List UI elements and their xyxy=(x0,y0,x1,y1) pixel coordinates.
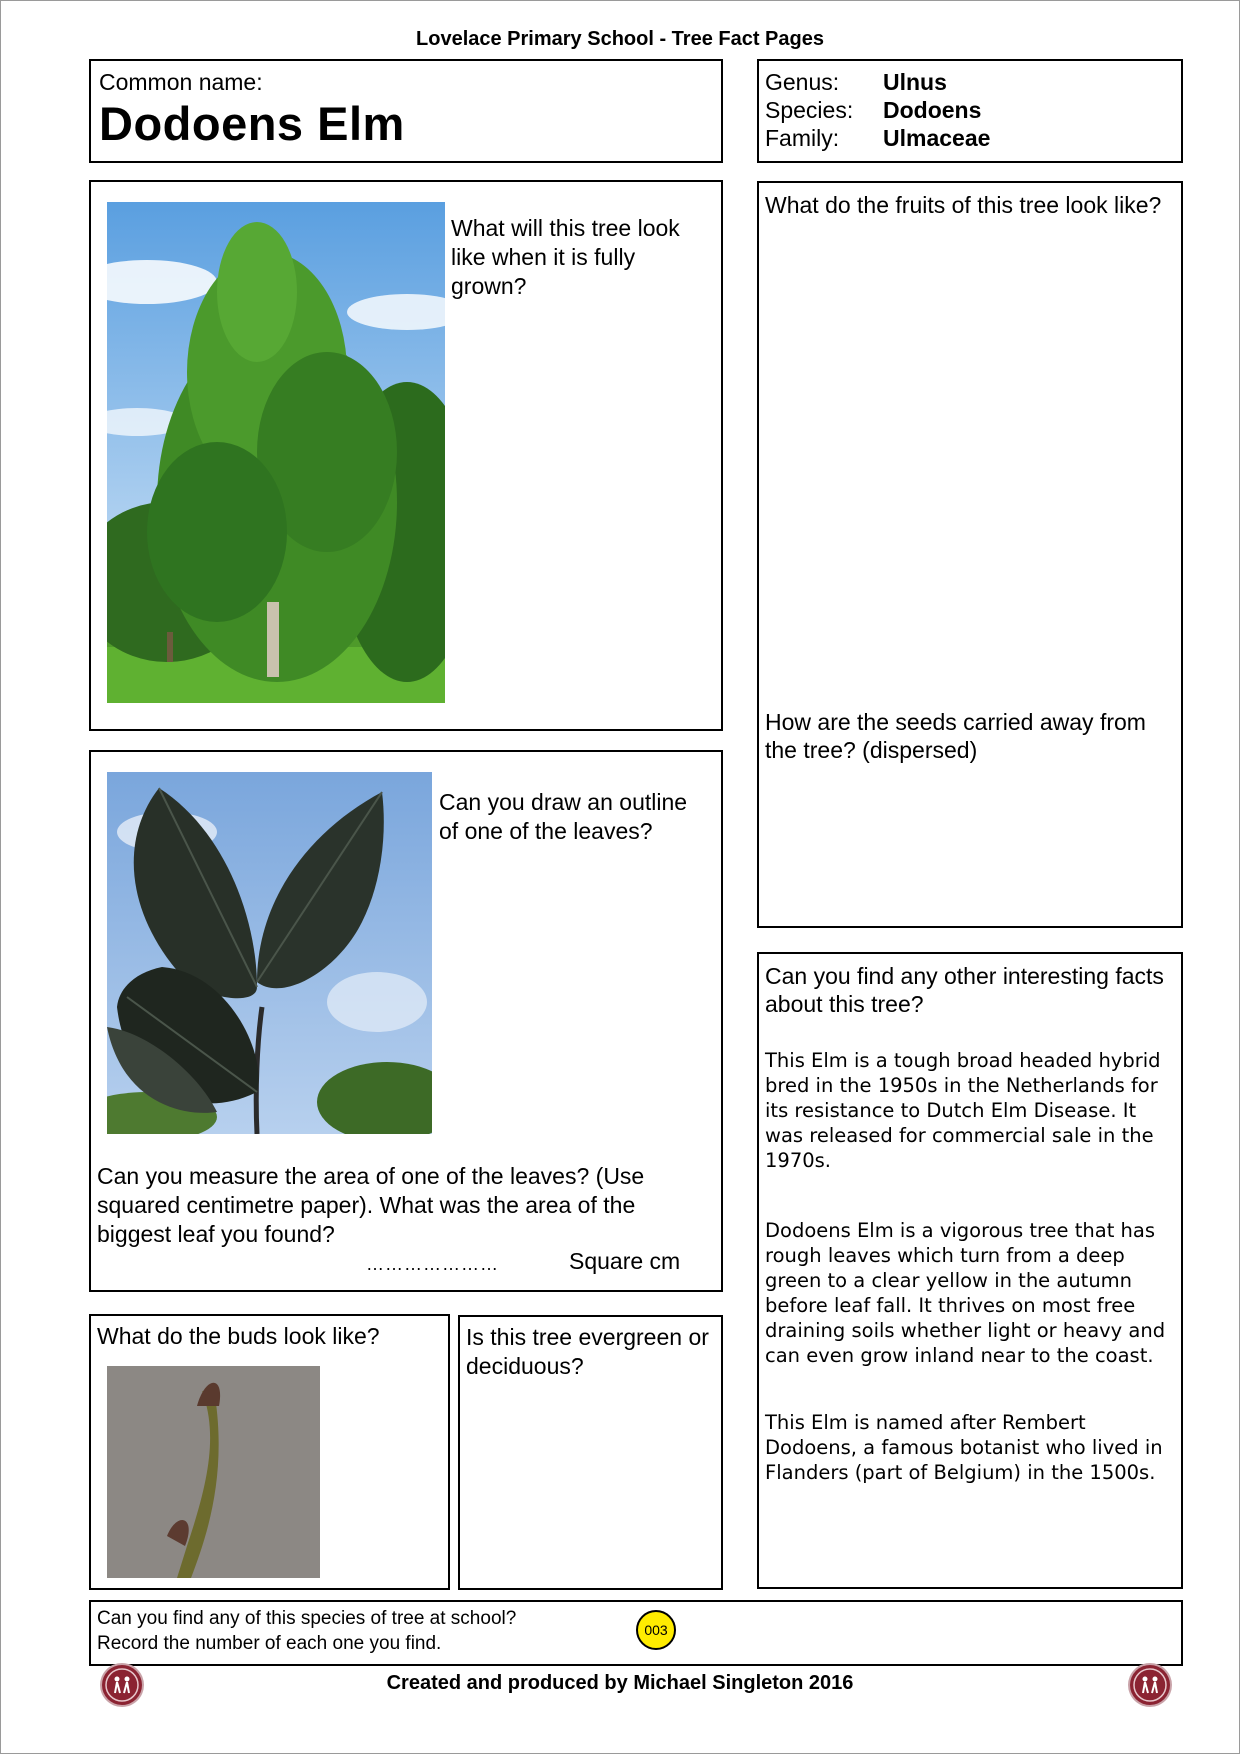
page-footer-credit: Created and produced by Michael Singleton 2016 xyxy=(386,1672,854,1694)
evergreen-box xyxy=(458,1315,723,1590)
species-value: Dodoens xyxy=(883,97,982,123)
evergreen-question: Is this tree evergreen or deciduous? xyxy=(466,1324,709,1379)
school-box xyxy=(89,1600,1183,1666)
buds-box xyxy=(89,1314,450,1590)
tree-photo xyxy=(107,202,445,703)
fact-paragraph-1: This Elm is a tough broad headed hybrid bred in the 1950s in the Netherlands for its resistance to Dutch Elm Disease. It was released for commercial sale in the 1970s. xyxy=(765,1049,1161,1172)
common-name-label: Common name: xyxy=(99,69,263,95)
area-unit: Square cm xyxy=(569,1248,681,1274)
genus-label: Genus: xyxy=(765,69,840,95)
taxonomy-box xyxy=(757,59,1183,163)
school-line-2: Record the number of each one you find. xyxy=(97,1633,442,1654)
bud-photo xyxy=(107,1366,320,1578)
school-logo-right xyxy=(1130,1665,1170,1705)
seeds-question: How are the seeds carried away from the tree? (dispersed) xyxy=(765,709,1146,763)
fruit-question: What do the fruits of this tree look like? xyxy=(765,192,1162,218)
school-line-1: Can you find any of this species of tree at school? xyxy=(97,1608,517,1629)
fact-paragraph-2: Dodoens Elm is a vigorous tree that has rough leaves which turn from a deep green to a clear yellow in the autumn before leaf fall. It thrives on most free draining soils whether light or heavy and can even grow inland near to the coast. xyxy=(765,1219,1166,1367)
school-logo-icon xyxy=(1130,1665,1170,1705)
tree-box xyxy=(89,180,723,731)
fruit-box xyxy=(757,181,1183,928)
common-name-title: Dodoens Elm xyxy=(99,97,405,150)
leaf-outline-question: Can you draw an outline of one of the leaves? xyxy=(439,789,688,844)
facts-box xyxy=(757,952,1183,1589)
family-label: Family: xyxy=(765,125,840,151)
fact-paragraph-3: This Elm is named after Rembert Dodoens, a famous botanist who lived in Flanders (part of Belgium) in the 1500s. xyxy=(765,1411,1163,1484)
family-value: Ulmaceae xyxy=(883,125,991,151)
area-answer-dots: ………………… xyxy=(366,1254,499,1274)
common-name-box xyxy=(89,59,723,163)
buds-question: What do the buds look like? xyxy=(97,1323,380,1349)
tree-question: What will this tree look like when it is fully grown? xyxy=(451,215,680,299)
page-header: Lovelace Primary School - Tree Fact Pages xyxy=(416,28,824,50)
leaf-photo xyxy=(107,772,432,1134)
leaf-area-question: Can you measure the area of one of the leaves? (Use squared centimetre paper). What was the area of the biggest leaf you found? xyxy=(97,1163,645,1247)
genus-value: Ulnus xyxy=(883,69,947,95)
leaf-box xyxy=(89,750,723,1292)
page-number-badge: 003 xyxy=(636,1610,676,1650)
species-label: Species: xyxy=(765,97,854,123)
facts-question: Can you find any other interesting facts about this tree? xyxy=(765,963,1164,1017)
